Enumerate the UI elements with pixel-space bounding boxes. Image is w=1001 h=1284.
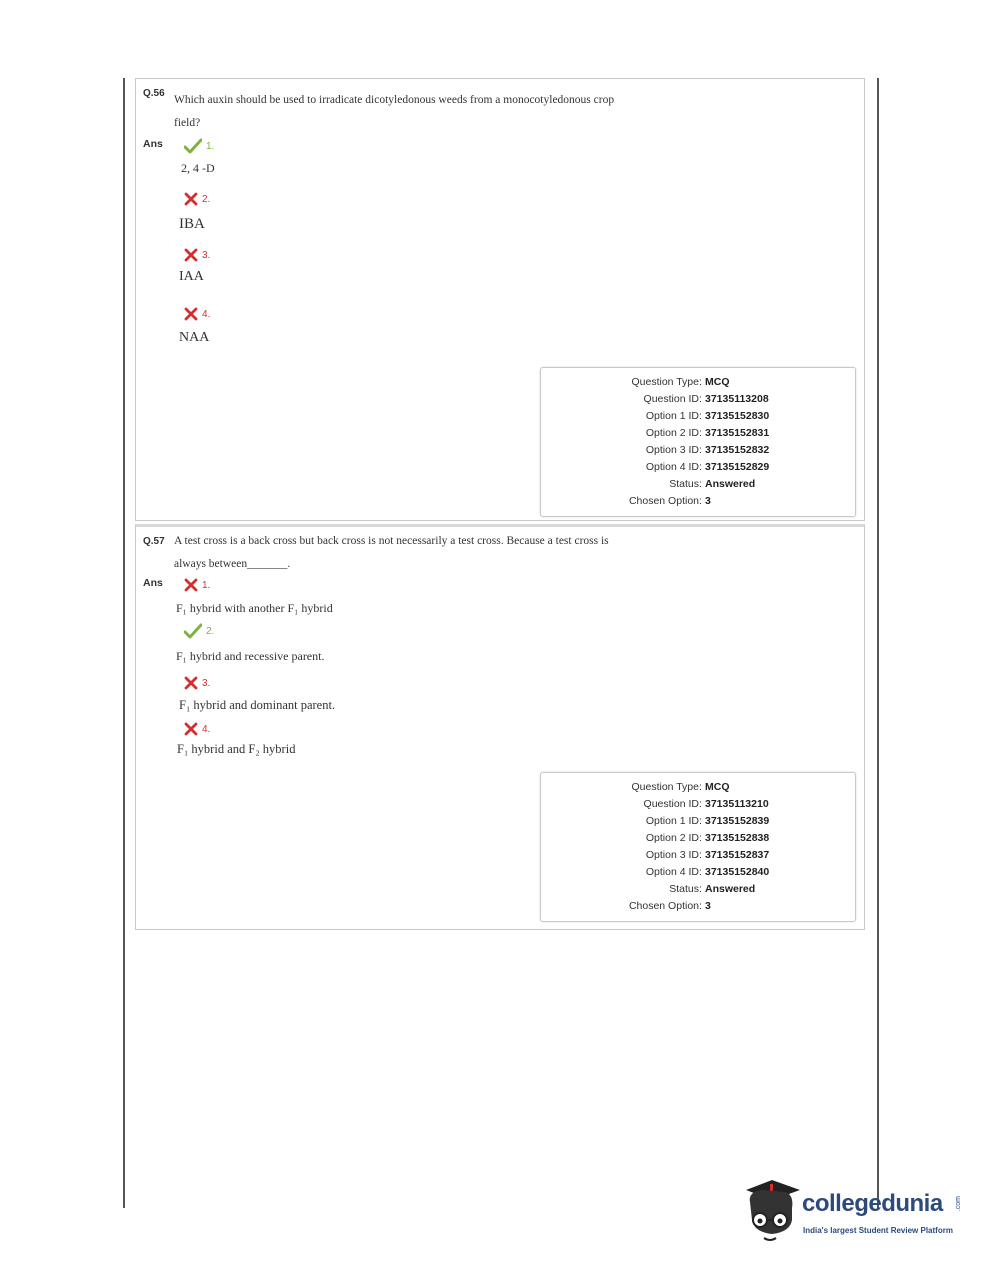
- option-1-text: F₁ hybrid with another F₁ hybrid: [176, 601, 333, 615]
- info-row: Option 1 ID : 37135152839: [645, 815, 770, 827]
- info-row: Chosen Option : 3: [628, 900, 711, 912]
- option-2-text: IBA: [179, 216, 205, 232]
- option-1-marker: [184, 138, 214, 154]
- cross-icon: [184, 578, 198, 592]
- question-number: Q.57: [143, 536, 165, 547]
- option-2-marker: [184, 623, 214, 639]
- question-text: Which auxin should be used to irradicate dicotyledonous weeds from a monocotyledonous crop field?: [174, 94, 615, 129]
- option-number: 4.: [202, 723, 211, 735]
- option-number: 3.: [202, 677, 211, 689]
- ans-label: Ans: [143, 577, 163, 589]
- collegedunia-logo: [742, 1176, 972, 1248]
- info-row: Question Type : MCQ: [631, 376, 730, 388]
- option-2-text: F₁ hybrid and recessive parent.: [176, 649, 325, 663]
- logo-wordmark: collegedunia: [802, 1190, 943, 1217]
- question-text: A test cross is a back cross but back cross is not necessarily a test cross. Because a test cross is always between_______.: [174, 535, 609, 570]
- info-row: Option 3 ID : 37135152832: [645, 444, 770, 456]
- question-56-block: [135, 78, 865, 521]
- option-number: 2.: [202, 193, 211, 205]
- option-number: 1.: [206, 140, 215, 152]
- cross-icon: [184, 192, 198, 206]
- page-left-rule: [123, 78, 125, 1208]
- option-3-text: IAA: [179, 269, 204, 284]
- option-3-marker: [184, 676, 210, 690]
- question-info-panel: [540, 367, 856, 517]
- option-4-text: F₁ hybrid and F₂ hybrid: [177, 742, 296, 756]
- cross-icon: [184, 676, 198, 690]
- info-row: Option 3 ID : 37135152837: [645, 849, 770, 861]
- info-row: Option 2 ID : 37135152831: [645, 427, 770, 439]
- check-icon: [184, 138, 202, 154]
- info-row: Option 2 ID : 37135152838: [645, 832, 770, 844]
- option-1-marker: [184, 578, 210, 592]
- cross-icon: [184, 248, 198, 262]
- logo-suffix: .com: [955, 1196, 962, 1212]
- option-4-text: NAA: [179, 330, 210, 345]
- info-row: Status : Answered: [669, 478, 756, 490]
- info-row: Status : Answered: [669, 883, 756, 895]
- logo-tagline: India's largest Student Review Platform: [803, 1226, 953, 1235]
- info-row: Question ID : 37135113208: [643, 393, 769, 405]
- info-row: Question Type : MCQ: [631, 781, 730, 793]
- cross-icon: [184, 722, 198, 736]
- page-right-rule: [877, 78, 879, 1208]
- option-3-text: F₁ hybrid and dominant parent.: [179, 698, 336, 712]
- option-2-marker: [184, 192, 210, 206]
- option-3-marker: [184, 248, 210, 262]
- check-icon: [184, 623, 202, 639]
- info-row: Option 4 ID : 37135152829: [645, 461, 770, 473]
- question-number: Q.56: [143, 88, 165, 99]
- info-row: Option 1 ID : 37135152830: [645, 410, 770, 422]
- question-info-panel: [540, 772, 856, 922]
- option-number: 2.: [206, 625, 215, 637]
- mascot-icon: [742, 1176, 802, 1246]
- info-row: Option 4 ID : 37135152840: [645, 866, 770, 878]
- info-row: Question ID : 37135113210: [643, 798, 769, 810]
- info-row: Chosen Option : 3: [628, 495, 711, 507]
- ans-label: Ans: [143, 138, 163, 150]
- option-number: 4.: [202, 308, 211, 320]
- option-number: 3.: [202, 249, 211, 261]
- cross-icon: [184, 307, 198, 321]
- option-1-text: 2, 4 -D: [181, 161, 215, 175]
- question-57-block: [135, 524, 865, 930]
- option-4-marker: [184, 722, 210, 736]
- option-4-marker: [184, 307, 210, 321]
- option-number: 1.: [202, 579, 211, 591]
